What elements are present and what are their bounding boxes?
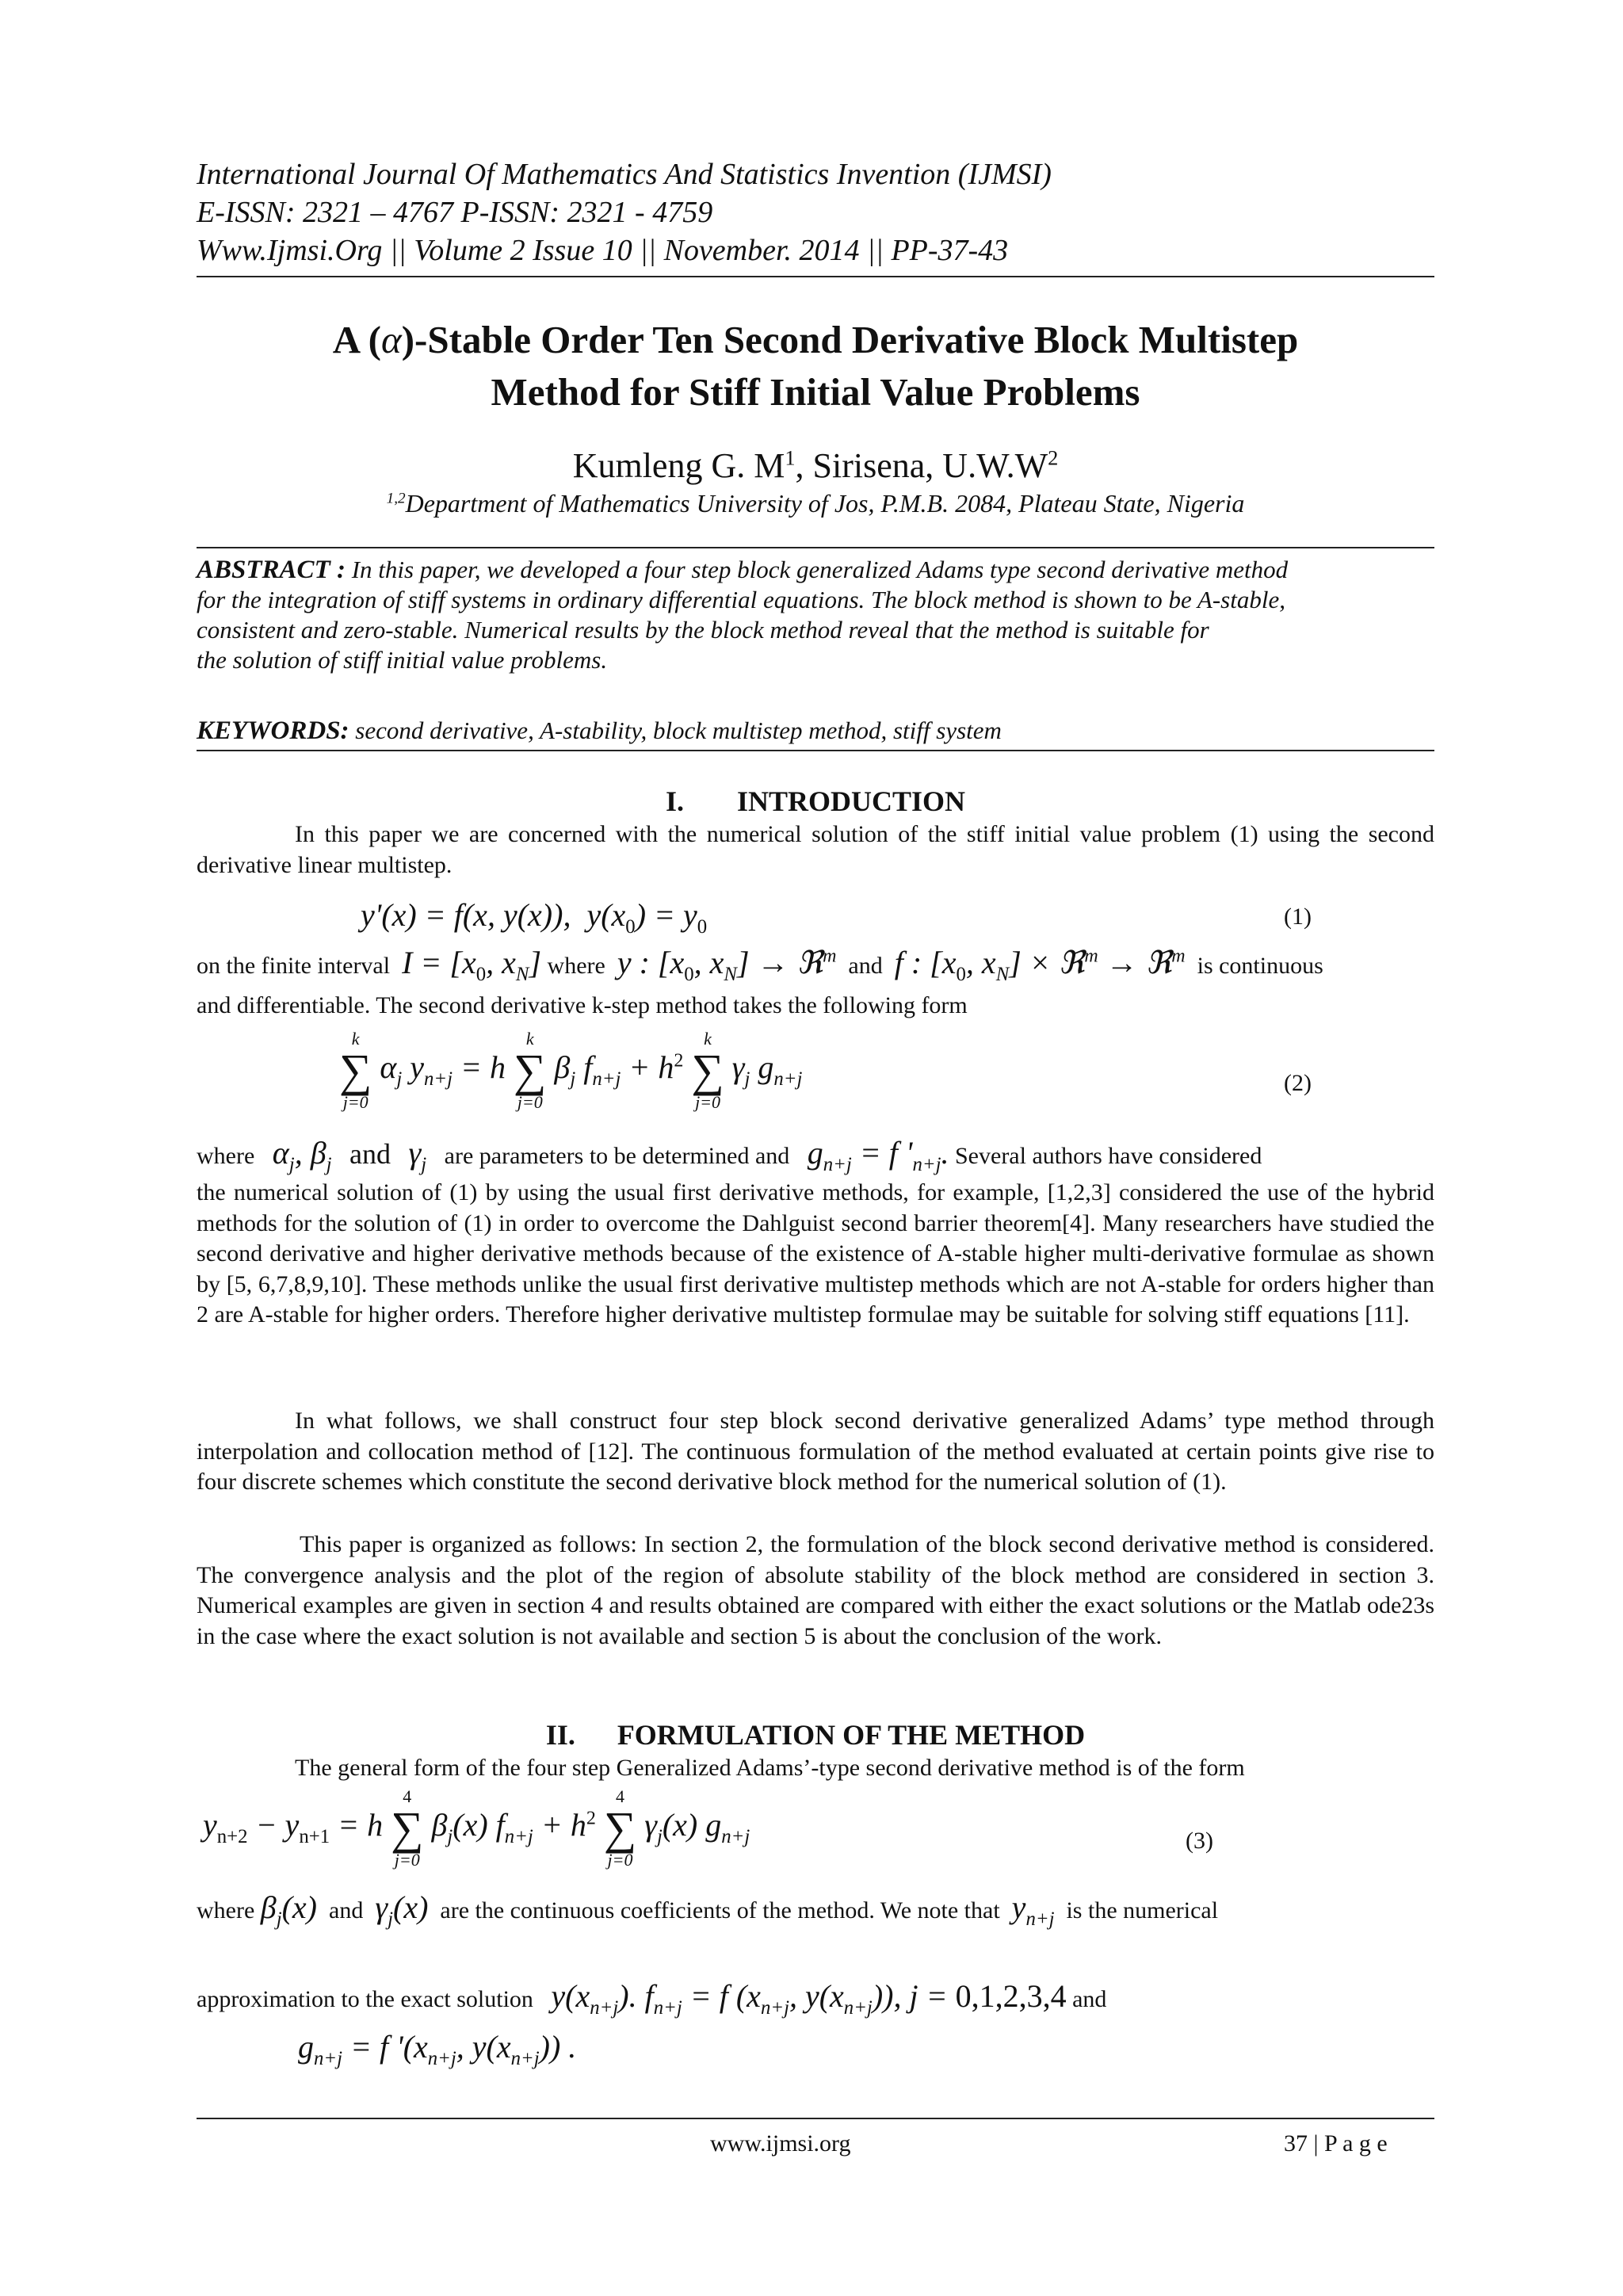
intro-paragraph-1: In this paper we are concerned with the numerical solution of the stiff initial value problem (1) using the second derivative linear multistep.	[197, 821, 1434, 878]
approximation-math: $y(x_{n+j})$. $f_{n+j} = f$ ($x_{n+j}$, $y(x_{n+j})$), j = 0,1,2,3,4	[551, 1978, 1067, 2019]
equation-g-definition: $g_{n+j} = f$ '($x_{n+j}$, $y(x_{n+j})$) .	[298, 2029, 577, 2069]
header-rule	[197, 276, 1434, 277]
abstract-top-rule	[197, 547, 1434, 548]
equation-1-number: (1)	[1284, 904, 1312, 930]
keywords	[197, 715, 1434, 747]
intro-paragraph-3: In what follows, we shall construct four step block second derivative generalized Adams’ type method through interpolation and collocation method of [12]. The continuous formulation of the method evaluated at certain points give rise to four discrete schemes which constitute the second derivative block method for the numerical solution of (1).	[197, 1408, 1434, 1495]
intro-paragraph-4: This paper is organized as follows: In section 2, the formulation of the block second derivative method is considered. The convergence analysis and the plot of the region of absolute stability of the block method are considered in section 3. Numerical examples are given in section 4 and results obtained are compared with either the exact solutions or the Matlab ode23s in the case where the exact solution is not available and section 5 is about the conclusion of the work.	[197, 1531, 1434, 1649]
author-1-sup: 1	[785, 445, 796, 470]
interval-math-1: $I = [x_0$, $x_N$]	[402, 945, 542, 985]
parameters-math-3: $g_{n+j} = f$ '$_{n+j}$.	[807, 1135, 949, 1175]
parameters-text-3: are parameters to be determined and	[444, 1143, 790, 1169]
coefficients-text-4: is the numerical	[1066, 1897, 1219, 1924]
section-1-number: I.	[665, 785, 684, 817]
title-alpha: α	[381, 318, 402, 361]
section-2-title: FORMULATION OF THE METHOD	[617, 1719, 1086, 1751]
journal-name: International Journal Of Mathematics And Statistics Invention (IJMSI)	[197, 158, 1052, 191]
interval-math-2: y : [$x_0$, $x_N$] → ℜ$^m$	[617, 945, 837, 985]
sum-symbol-1: k ∑ j=0	[339, 1029, 372, 1112]
paper-title	[197, 314, 1434, 418]
abstract-line-3: consistent and zero-stable. Numerical results by the block method reveal that the method is suitable for	[197, 616, 1209, 644]
coefficients-text-2: and	[329, 1897, 364, 1924]
abstract-line-1	[197, 555, 1434, 585]
title-part-2: )-Stable Order Ten Second Derivative Block Multistep	[401, 318, 1299, 361]
affiliation	[197, 487, 1434, 520]
abstract-line-2: for the integration of stiff systems in ordinary differential equations. The block method is shown to be A-stable,	[197, 586, 1285, 613]
parameters-text-2: and	[349, 1138, 391, 1170]
title-line-1	[197, 314, 1434, 366]
coefficients-text-3: are the continuous coefficients of the method. We note that	[440, 1897, 1000, 1924]
equation-2: k ∑ j=0 $\alpha_j$ $y_{n+j} = h$ k ∑ j=0 $\beta_j$ $f_{n+j} + h^2$ k ∑ j=0 $\gamma_j$ $g_{n+j}$	[339, 1029, 803, 1112]
keywords-text: second derivative, A-stability, block multistep method, stiff system	[355, 716, 1002, 744]
author-2: , Sirisena, U.W.W	[795, 446, 1048, 485]
section-2-heading	[197, 1718, 1434, 1752]
abstract	[197, 555, 1434, 675]
footer-page-number: 37 | P a g e	[1284, 2130, 1388, 2157]
interval-text-3: and	[848, 953, 883, 979]
footer-website: www.ijmsi.org	[710, 2130, 851, 2157]
intro-paragraph-2: the numerical solution of (1) by using the usual first derivative methods, for example, [1,2,3] considered the use of the hybrid methods for the solution of (1) in order to overcome the Dahlguist second barrier theorem[4]. Many researchers have studied the second derivative and higher derivative methods because of the existence of A-stable higher multi-derivative formulae as shown by [5, 6,7,8,9,10]. These methods unlike the usual first derivative multistep methods which are not A-stable for orders higher than 2 are A-stable for higher orders. Therefore higher derivative multistep formulae may be suitable for solving stiff equations [11].	[197, 1179, 1434, 1328]
equation-3-number: (3)	[1186, 1828, 1213, 1854]
author-2-sup: 2	[1048, 445, 1059, 470]
interval-line-2: and differentiable. The second derivative k-step method takes the following form	[197, 992, 968, 1018]
equation-1: y'(x) = f(x, y(x)), $y(x_0) = y_0$	[361, 897, 708, 938]
coefficients-text-1: where	[197, 1897, 255, 1924]
equation-3: $y_{n+2} - y_{n+1} = h$ 4 ∑ j=0 $\beta_j(x) f_{n+j} + h^2$ 4 ∑ j=0 $\gamma_j(x)$ $g_{n+j}$	[203, 1786, 750, 1870]
title-line-2: Method for Stiff Initial Value Problems	[491, 370, 1140, 414]
parameters-math-1: $\alpha_j$, $\beta_j$	[272, 1135, 332, 1175]
affiliation-text: Department of Mathematics University of Jos, P.M.B. 2084, Plateau State, Nigeria	[405, 489, 1245, 518]
footer-rule	[197, 2118, 1434, 2119]
interval-line	[197, 945, 1434, 985]
coefficients-math-3: $y_{n+j}$	[1011, 1889, 1055, 1930]
sum-symbol-3: k ∑ j=0	[691, 1029, 724, 1112]
approximation-line	[197, 1978, 1434, 2019]
parameters-math-2: $\gamma_j$	[408, 1135, 427, 1175]
keywords-rule	[197, 750, 1434, 751]
approximation-text-2: and	[1072, 1986, 1107, 2012]
author-1: Kumleng G. M	[572, 446, 785, 485]
parameters-text-1: where	[197, 1143, 255, 1169]
interval-text-2: where	[547, 953, 605, 979]
interval-math-3: f : [$x_0$, $x_N$] × ℜ$^m$ → ℜ$^m$	[894, 945, 1186, 985]
section-1-heading	[197, 785, 1434, 818]
sum-symbol-5: 4 ∑ j=0	[603, 1786, 637, 1870]
sum-symbol-4: 4 ∑ j=0	[391, 1786, 424, 1870]
section-2-number: II.	[545, 1719, 575, 1751]
coefficients-math-1: $\beta_j(x)$	[260, 1889, 318, 1930]
formulation-paragraph-1: The general form of the four step Generalized Adams’-type second derivative method is of the form	[295, 1755, 1245, 1781]
coefficients-math-2: $\gamma_j(x)$	[375, 1889, 429, 1930]
journal-header	[197, 155, 1434, 269]
coefficients-line	[197, 1889, 1434, 1930]
abstract-label: ABSTRACT :	[197, 556, 346, 584]
title-part-1: A (	[332, 318, 381, 361]
equation-2-number: (2)	[1284, 1070, 1312, 1096]
affiliation-sup: 1,2	[386, 490, 406, 507]
keywords-label: KEYWORDS:	[197, 716, 349, 745]
parameters-text-4: Several authors have considered	[955, 1143, 1262, 1169]
section-1-title: INTRODUCTION	[736, 785, 966, 817]
abstract-line-4: the solution of stiff initial value problems.	[197, 646, 608, 674]
sum-symbol-2: k ∑ j=0	[514, 1029, 547, 1112]
parameters-line	[197, 1135, 1434, 1175]
abstract-text-1: In this paper, we developed a four step block generalized Adams type second derivative method	[351, 556, 1289, 583]
interval-text-4: is continuous	[1197, 953, 1323, 979]
authors	[197, 444, 1434, 488]
journal-volume: Www.Ijmsi.Org || Volume 2 Issue 10 || November. 2014 || PP-37-43	[197, 234, 1009, 267]
journal-issn: E-ISSN: 2321 – 4767 P-ISSN: 2321 - 4759	[197, 196, 713, 229]
interval-text-1: on the finite interval	[197, 953, 391, 979]
approximation-text-1: approximation to the exact solution	[197, 1986, 533, 2012]
